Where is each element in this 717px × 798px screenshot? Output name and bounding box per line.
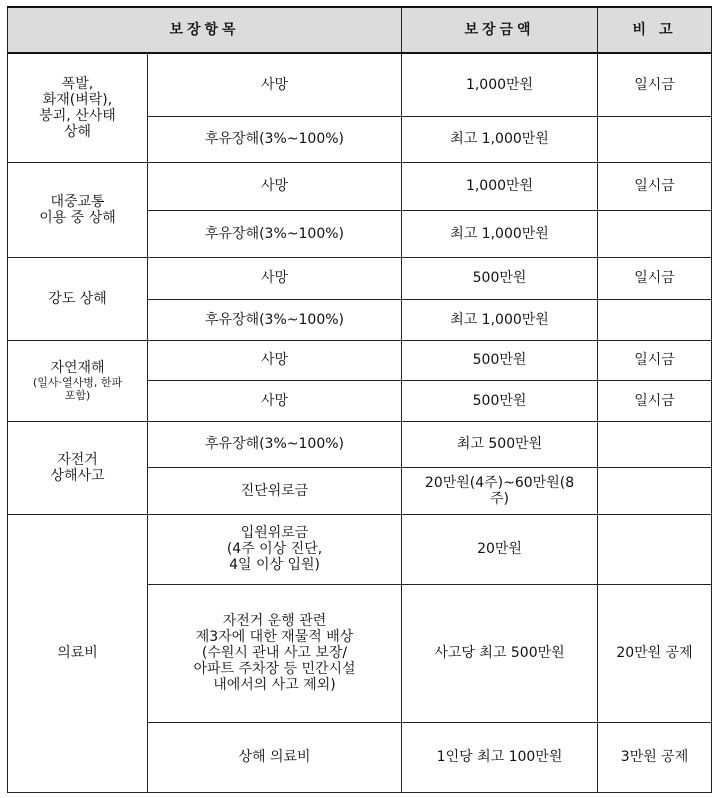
note-cell — [598, 210, 712, 257]
table-row — [8, 257, 712, 299]
coverage-table — [7, 6, 712, 793]
note-cell: 일시금 — [598, 53, 712, 116]
note-cell: 일시금 — [598, 162, 712, 210]
note-cell: 일시금 — [598, 340, 712, 380]
note-cell: 3만원 공제 — [598, 722, 712, 792]
note-cell — [598, 467, 712, 514]
item-cell: 입원위로금 (4주 이상 진단, 4일 이상 입원) — [148, 514, 402, 584]
category-title: 자연재해 — [50, 359, 105, 376]
amount-cell: 1인당 최고 100만원 — [402, 722, 598, 792]
amount-cell: 최고 1,000만원 — [402, 299, 598, 340]
header-note: 비 고 — [598, 7, 712, 53]
amount-cell: 500만원 — [402, 380, 598, 421]
item-cell: 후유장해(3%~100%) — [148, 116, 402, 162]
item-cell: 후유장해(3%~100%) — [148, 421, 402, 467]
header-amount: 보장금액 — [402, 7, 598, 53]
note-cell: 일시금 — [598, 380, 712, 421]
category-cell: 대중교통 이용 중 상해 — [8, 162, 148, 257]
item-cell: 후유장해(3%~100%) — [148, 210, 402, 257]
item-cell: 사망 — [148, 53, 402, 116]
item-cell: 사망 — [148, 380, 402, 421]
item-cell: 사망 — [148, 257, 402, 299]
category-subtitle: (일사·열사병, 한파 포함) — [32, 375, 123, 402]
item-cell: 사망 — [148, 340, 402, 380]
category-cell — [8, 340, 148, 421]
category-cell: 폭발, 화재(벼락), 붕괴, 산사태 상해 — [8, 53, 148, 162]
amount-cell: 1,000만원 — [402, 53, 598, 116]
note-cell — [598, 514, 712, 584]
item-cell: 상해 의료비 — [148, 722, 402, 792]
table-row — [8, 421, 712, 467]
header-item: 보장항목 — [8, 7, 402, 53]
amount-cell: 20만원 — [402, 514, 598, 584]
amount-cell: 500만원 — [402, 257, 598, 299]
category-cell: 자전거 상해사고 — [8, 421, 148, 514]
note-cell: 20만원 공제 — [598, 584, 712, 722]
table-row — [8, 514, 712, 584]
item-cell: 후유장해(3%~100%) — [148, 299, 402, 340]
category-cell: 강도 상해 — [8, 257, 148, 340]
table-row — [8, 53, 712, 116]
note-cell: 일시금 — [598, 257, 712, 299]
header-row — [8, 7, 712, 53]
amount-cell: 최고 500만원 — [402, 421, 598, 467]
note-cell — [598, 116, 712, 162]
table-row — [8, 340, 712, 380]
item-cell: 진단위로금 — [148, 467, 402, 514]
note-cell — [598, 421, 712, 467]
amount-cell: 사고당 최고 500만원 — [402, 584, 598, 722]
item-cell: 사망 — [148, 162, 402, 210]
item-cell: 자전거 운행 관련 제3자에 대한 재물적 배상 (수원시 관내 사고 보장/ 아파트 주차장 등 민간시설 내에서의 사고 제외) — [148, 584, 402, 722]
table-row — [8, 162, 712, 210]
amount-cell: 최고 1,000만원 — [402, 210, 598, 257]
amount-cell: 20만원(4주)~60만원(8 주) — [402, 467, 598, 514]
amount-cell: 1,000만원 — [402, 162, 598, 210]
amount-cell: 500만원 — [402, 340, 598, 380]
category-cell: 의료비 — [8, 514, 148, 792]
amount-cell: 최고 1,000만원 — [402, 116, 598, 162]
note-cell — [598, 299, 712, 340]
